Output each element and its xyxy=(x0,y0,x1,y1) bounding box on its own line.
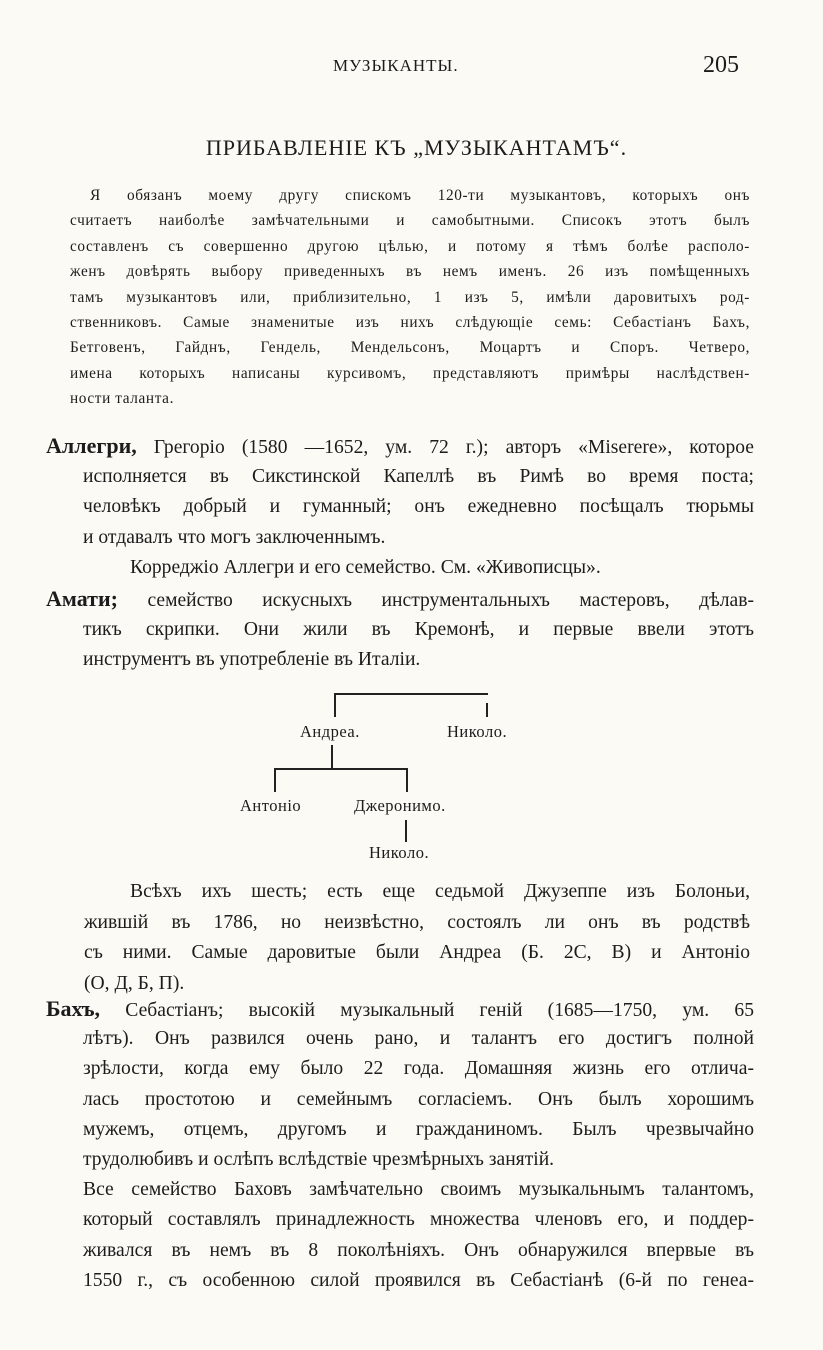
entry-line: инструментъ въ употребленіе въ Италіи. xyxy=(83,649,421,671)
entry-line: лась простотою и семейнымъ согласіемъ. Онъ былъ хорошимъ xyxy=(83,1088,754,1110)
tree-connector xyxy=(274,768,408,770)
tree-connector xyxy=(486,703,488,717)
note-line: Всѣхъ ихъ шесть; есть еще седьмой Джузеппе изъ Болоньи, xyxy=(130,881,750,902)
entry-line: мужемъ, отцемъ, другомъ и гражданиномъ. Былъ чрезвычайно xyxy=(83,1118,754,1140)
tree-connector xyxy=(334,693,336,717)
intro-line: женъ довѣрять выбору приведенныхъ въ немъ именъ. 26 изъ помѣщенныхъ xyxy=(70,263,750,281)
entry-headword: Бахъ, xyxy=(46,996,101,1021)
note-line: жившій въ 1786, но неизвѣстно, состоялъ ли онъ въ родствѣ xyxy=(84,911,750,933)
family-line: который составлялъ принадлежность множества членовъ его, и поддер- xyxy=(83,1209,754,1231)
entry-line: семейство искусныхъ инструментальныхъ мастеровъ, дѣлав- xyxy=(117,589,754,611)
see-also-line: Корреджіо Аллегри и его семейство. См. «Живописцы». xyxy=(130,557,601,579)
entry-amati xyxy=(46,584,754,676)
entry-line: и отдавалъ что могъ заключеннымъ. xyxy=(83,526,386,548)
entry-line: тикъ скрипки. Они жили въ Кремонѣ, и первые ввели этотъ xyxy=(83,618,754,640)
amati-note xyxy=(84,877,750,999)
entry-line: лѣтъ). Онъ развился очень рано, и талантъ его достигъ полной xyxy=(83,1028,754,1050)
intro-line: ности таланта. xyxy=(70,390,174,408)
entry-line: Себастіанъ; высокій музыкальный геній (1685—1750, ум. 65 xyxy=(100,1000,754,1021)
family-line: Все семейство Баховъ замѣчательно своимъ музыкальнымъ талантомъ, xyxy=(83,1179,754,1201)
family-line: 1550 г., съ особенною силой проявился въ Себастіанѣ (6-й по генеа- xyxy=(83,1269,754,1291)
entry-headword: Аллегри, xyxy=(46,433,137,458)
entry-allegri xyxy=(46,431,754,553)
intro-line: ственниковъ. Самые знаменитые изъ нихъ слѣдующіе семь: Себастіанъ Бахъ, xyxy=(70,313,750,331)
tree-node-nikolo-son: Николо. xyxy=(369,843,430,862)
entry-see-also xyxy=(46,553,754,584)
intro-line: Бетговенъ, Гайднъ, Гендель, Мендельсонъ, Моцартъ и Споръ. Четверо, xyxy=(70,339,750,357)
intro-line: составленъ съ совершенно другою цѣлью, и потому я тѣмъ болѣе располо- xyxy=(70,237,750,255)
intro-line: считаетъ наиболѣе замѣчательными и самобытными. Списокъ этотъ былъ xyxy=(70,212,750,230)
tree-connector xyxy=(405,820,407,842)
tree-node-antonio: Антоніо xyxy=(240,796,302,815)
entry-line: зрѣлости, когда ему было 22 года. Домашняя жизнь его отлича- xyxy=(83,1058,754,1080)
intro-paragraph xyxy=(70,183,750,412)
entry-line: человѣкъ добрый и гуманный; онъ ежедневно посѣщалъ тюрьмы xyxy=(83,496,754,518)
intro-line: тамъ музыкантовъ или, приблизительно, 1 изъ 5, имѣли даровитыхъ род- xyxy=(70,288,750,306)
tree-node-dzheronimo: Джеронимо. xyxy=(354,796,446,815)
page-number: 205 xyxy=(703,52,739,78)
entry-line: трудолюбивъ и ослѣпъ вслѣдствіе чрезмѣрныхъ занятій. xyxy=(83,1148,555,1170)
note-line: (О, Д, Б, П). xyxy=(84,972,185,994)
note-line: съ ними. Самые даровитые были Андреа (Б. 2С, В) и Антоніо xyxy=(84,942,750,964)
family-line: живался въ немъ въ 8 поколѣніяхъ. Онъ обнаружился впервые въ xyxy=(83,1239,754,1261)
tree-connector xyxy=(331,745,333,769)
entries-block xyxy=(46,431,754,676)
intro-line: имена которыхъ написаны курсивомъ, представляютъ примѣры наслѣдствен- xyxy=(70,364,750,382)
tree-node-nikolo: Николо. xyxy=(447,722,508,741)
tree-connector xyxy=(406,768,408,792)
tree-connector xyxy=(334,693,488,695)
tree-connector xyxy=(274,768,276,792)
running-title: МУЗЫКАНТЫ. xyxy=(333,56,459,75)
tree-node-andrea: Андреа. xyxy=(300,722,360,741)
entry-headword: Амати; xyxy=(46,585,118,611)
entry-bach xyxy=(46,994,754,1296)
running-header xyxy=(0,52,823,82)
section-title: ПРИБАВЛЕНІЕ КЪ „МУЗЫКАНТАМЪ“. xyxy=(205,135,628,160)
entry-line: Грегоріо (1580 —1652, ум. 72 г.); авторъ «Miserere», которое xyxy=(136,437,754,458)
entry-line: исполняется въ Сикстинской Капеллѣ въ Римѣ во время поста; xyxy=(83,465,754,487)
intro-line: Я обязанъ моему другу спискомъ 120-ти музыкантовъ, которыхъ онъ xyxy=(90,187,750,204)
